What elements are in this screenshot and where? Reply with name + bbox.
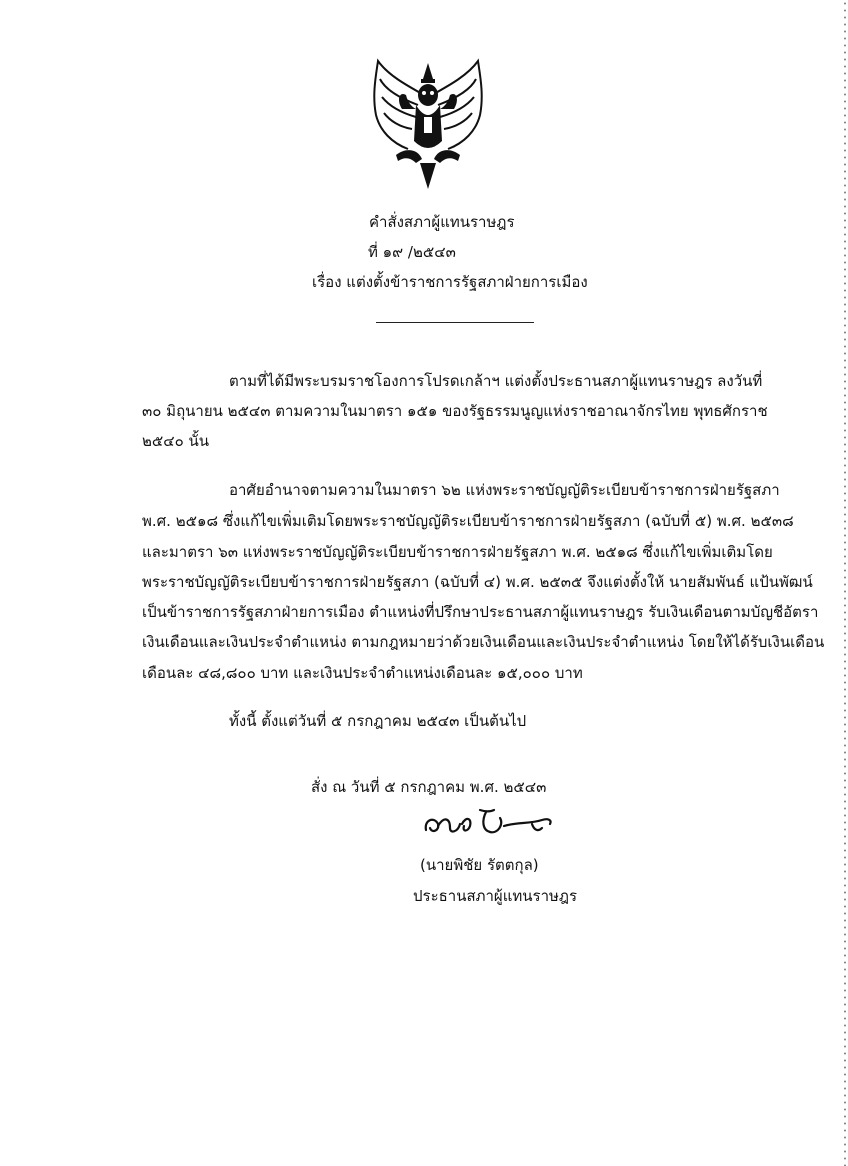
garuda-emblem-icon [366, 55, 490, 191]
paragraph-2-line: และมาตรา ๖๓ แห่งพระราชบัญญัติระเบียบข้าราชการฝ่ายรัฐสภา พ.ศ. ๒๕๑๘ ซึ่งแก้ไขเพิ่มเติมโดย [142, 543, 773, 561]
paragraph-2-line: พระราชบัญญัติระเบียบข้าราชการฝ่ายรัฐสภา (ฉบับที่ ๔) พ.ศ. ๒๕๓๕ จึงแต่งตั้งให้ นายสัมพันธ์ แป้นพัฒน์ [142, 573, 813, 591]
order-subject: เรื่อง แต่งตั้งข้าราชการรัฐสภาฝ่ายการเมือง [312, 273, 588, 291]
handwritten-signature [420, 802, 560, 842]
signer-name: (นายพิชัย รัตตกุล) [420, 856, 539, 874]
document-title: คำสั่งสภาผู้แทนราษฎร [369, 213, 515, 231]
paragraph-2-line: เงินเดือนและเงินประจำตำแหน่ง ตามกฎหมายว่าด้วยเงินเดือนและเงินประจำตำแหน่ง โดยให้ได้รับเงินเดือน [142, 633, 825, 651]
paragraph-1-line: ตามที่ได้มีพระบรมราชโองการโปรดเกล้าฯ แต่งตั้งประธานสภาผู้แทนราษฎร ลงวันที่ [229, 372, 763, 390]
ordered-date-line: สั่ง ณ วันที่ ๕ กรกฎาคม พ.ศ. ๒๕๔๓ [311, 778, 547, 796]
paragraph-1-line: ๒๕๔๐ นั้น [142, 432, 210, 450]
header-divider [376, 322, 534, 323]
paragraph-2-line: พ.ศ. ๒๕๑๘ ซึ่งแก้ไขเพิ่มเติมโดยพระราชบัญญัติระเบียบข้าราชการฝ่ายรัฐสภา (ฉบับที่ ๕) พ.ศ. ๒๕๓๘ [142, 512, 794, 530]
scan-edge-dots [842, 0, 848, 1166]
paragraph-2-line: เดือนละ ๔๘,๘๐๐ บาท และเงินประจำตำแหน่งเดือนละ ๑๕,๐๐๐ บาท [142, 664, 583, 682]
effective-date-line: ทั้งนี้ ตั้งแต่วันที่ ๕ กรกฎาคม ๒๕๔๓ เป็นต้นไป [229, 712, 527, 730]
signer-title: ประธานสภาผู้แทนราษฎร [413, 887, 578, 905]
paragraph-2-line: เป็นข้าราชการรัฐสภาฝ่ายการเมือง ตำแหน่งที่ปรึกษาประธานสภาผู้แทนราษฎร รับเงินเดือนตามบัญชีอัตรา [142, 603, 819, 621]
order-number: ที่ ๑๙ /๒๕๔๓ [368, 243, 456, 261]
paragraph-2-line: อาศัยอำนาจตามความในมาตรา ๖๒ แห่งพระราชบัญญัติระเบียบข้าราชการฝ่ายรัฐสภา [229, 481, 780, 499]
paragraph-1-line: ๓๐ มิถุนายน ๒๕๔๓ ตามความในมาตรา ๑๕๑ ของรัฐธรรมนูญแห่งราชอาณาจักรไทย พุทธศักราช [142, 402, 768, 420]
